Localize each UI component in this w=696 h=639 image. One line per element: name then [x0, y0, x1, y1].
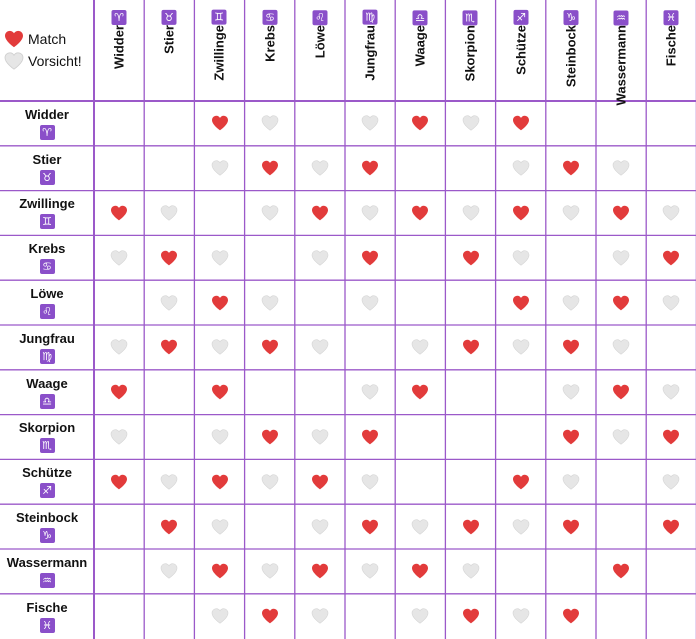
zodiac-sign-icon: ♉ — [162, 10, 177, 25]
match-heart-icon — [462, 608, 480, 624]
match-heart-icon — [612, 295, 630, 311]
column-label: Jungfrau — [362, 25, 378, 81]
caution-heart-icon — [211, 160, 229, 176]
match-heart-icon — [512, 295, 530, 311]
caution-heart-icon — [361, 563, 379, 579]
column-label: Wassermann — [613, 25, 629, 106]
caution-heart-icon — [612, 250, 630, 266]
caution-heart-icon — [160, 205, 178, 221]
zodiac-sign-icon: ♎ — [413, 10, 428, 25]
match-heart-icon — [361, 429, 379, 445]
match-heart-icon — [562, 160, 580, 176]
column-header — [194, 0, 244, 100]
column-header — [94, 0, 144, 100]
row-header — [0, 370, 94, 415]
match-heart-icon — [411, 205, 429, 221]
caution-heart-icon — [160, 295, 178, 311]
caution-heart-icon — [562, 295, 580, 311]
zodiac-sign-icon: ♍ — [40, 349, 55, 364]
legend-caution — [4, 50, 82, 72]
match-heart-icon — [211, 563, 229, 579]
match-heart-icon — [662, 429, 680, 445]
column-label: Skorpion — [462, 25, 478, 82]
caution-heart-icon — [110, 339, 128, 355]
row-header — [0, 415, 94, 460]
zodiac-sign-icon: ♈ — [112, 10, 127, 25]
match-heart-icon — [562, 519, 580, 535]
caution-heart-icon — [411, 339, 429, 355]
caution-heart-icon — [261, 474, 279, 490]
match-heart-icon — [361, 519, 379, 535]
caution-heart-icon — [662, 384, 680, 400]
column-label: Zwillinge — [211, 25, 227, 81]
caution-heart-icon — [662, 295, 680, 311]
zodiac-sign-icon: ♋ — [40, 259, 55, 274]
caution-heart-icon — [462, 115, 480, 131]
match-heart-icon — [211, 384, 229, 400]
row-label: Steinbock — [15, 510, 79, 526]
legend — [4, 28, 82, 72]
column-header-content — [162, 6, 177, 54]
match-heart-icon — [462, 250, 480, 266]
match-heart-icon — [662, 250, 680, 266]
match-heart-icon — [411, 384, 429, 400]
match-heart-icon — [110, 384, 128, 400]
caution-heart-icon — [411, 519, 429, 535]
match-heart-icon — [160, 519, 178, 535]
match-heart-icon — [512, 115, 530, 131]
zodiac-sign-icon: ♌ — [312, 10, 327, 25]
row-label: Wassermann — [6, 554, 88, 570]
caution-heart-icon — [311, 250, 329, 266]
legend-caution-label: Vorsicht! — [28, 53, 82, 69]
zodiac-sign-icon: ♑ — [40, 528, 55, 543]
column-header-content — [413, 6, 428, 66]
match-heart-icon — [512, 205, 530, 221]
zodiac-sign-icon: ♎ — [40, 394, 55, 409]
column-header-content — [463, 6, 478, 81]
zodiac-sign-icon: ♏ — [40, 438, 55, 453]
caution-heart-icon — [462, 205, 480, 221]
caution-heart-icon — [361, 474, 379, 490]
match-heart-icon — [311, 563, 329, 579]
row-header — [0, 325, 94, 370]
column-label: Schütze — [513, 25, 529, 75]
row-label: Zwillinge — [19, 196, 75, 212]
row-header — [0, 459, 94, 504]
row-header — [0, 146, 94, 191]
match-heart-icon — [462, 519, 480, 535]
match-heart-icon — [110, 474, 128, 490]
column-label: Stier — [161, 25, 177, 54]
row-label: Waage — [26, 375, 68, 391]
caution-heart-icon — [512, 250, 530, 266]
caution-heart-icon — [512, 160, 530, 176]
row-header — [0, 235, 94, 280]
caution-heart-icon — [612, 160, 630, 176]
caution-heart-icon — [512, 608, 530, 624]
match-heart-icon — [261, 429, 279, 445]
caution-heart-icon — [361, 384, 379, 400]
column-header — [596, 0, 646, 106]
match-heart-icon — [411, 563, 429, 579]
zodiac-sign-icon: ♈ — [40, 125, 55, 140]
zodiac-sign-icon: ♌ — [40, 304, 55, 319]
match-heart-icon — [562, 429, 580, 445]
match-heart-icon — [612, 384, 630, 400]
column-header — [546, 0, 596, 100]
column-header — [496, 0, 546, 100]
caution-heart-icon — [211, 608, 229, 624]
row-header — [0, 504, 94, 549]
match-heart-icon — [211, 474, 229, 490]
column-header — [295, 0, 345, 100]
zodiac-sign-icon: ♒ — [40, 573, 55, 588]
caution-heart-icon — [160, 474, 178, 490]
match-heart-icon — [110, 205, 128, 221]
match-heart-icon — [662, 519, 680, 535]
match-heart-icon — [160, 339, 178, 355]
row-header — [0, 280, 94, 325]
match-heart-icon — [562, 339, 580, 355]
column-label: Löwe — [312, 25, 328, 59]
zodiac-sign-icon: ♊ — [40, 214, 55, 229]
caution-heart-icon — [311, 339, 329, 355]
caution-heart-icon — [311, 608, 329, 624]
column-header — [345, 0, 395, 100]
row-label: Schütze — [22, 465, 72, 481]
caution-heart-icon — [110, 250, 128, 266]
caution-heart-icon — [512, 519, 530, 535]
caution-heart-icon — [662, 474, 680, 490]
caution-heart-icon — [261, 295, 279, 311]
caution-heart-icon — [211, 250, 229, 266]
zodiac-sign-icon: ♋ — [262, 10, 277, 25]
column-label: Widder — [111, 25, 127, 69]
caution-heart-icon — [612, 339, 630, 355]
match-heart-icon — [160, 250, 178, 266]
caution-heart-icon — [261, 115, 279, 131]
column-header-content — [112, 6, 127, 69]
caution-heart-icon — [462, 563, 480, 579]
zodiac-sign-icon: ♍ — [363, 10, 378, 25]
column-header-content — [212, 6, 227, 81]
caution-heart-icon — [411, 608, 429, 624]
row-label: Löwe — [30, 286, 64, 302]
match-heart-icon — [261, 160, 279, 176]
zodiac-sign-icon: ♉ — [40, 170, 55, 185]
red-heart-icon — [4, 30, 24, 48]
zodiac-sign-icon: ♊ — [212, 10, 227, 25]
row-label: Fische — [26, 599, 68, 615]
match-heart-icon — [361, 160, 379, 176]
column-header — [395, 0, 445, 100]
caution-heart-icon — [261, 205, 279, 221]
row-label: Krebs — [28, 241, 66, 257]
column-header-content — [614, 6, 629, 105]
zodiac-sign-icon: ♐ — [40, 483, 55, 498]
caution-heart-icon — [110, 429, 128, 445]
match-heart-icon — [211, 115, 229, 131]
caution-heart-icon — [361, 115, 379, 131]
match-heart-icon — [612, 205, 630, 221]
zodiac-sign-icon: ♒ — [614, 10, 629, 25]
caution-heart-icon — [361, 205, 379, 221]
legend-match — [4, 28, 82, 50]
zodiac-sign-icon: ♑ — [563, 10, 578, 25]
legend-match-label: Match — [28, 31, 67, 47]
column-header-content — [513, 6, 528, 75]
zodiac-sign-icon: ♐ — [513, 10, 528, 25]
caution-heart-icon — [311, 429, 329, 445]
caution-heart-icon — [211, 339, 229, 355]
match-heart-icon — [311, 474, 329, 490]
match-heart-icon — [311, 205, 329, 221]
caution-heart-icon — [562, 205, 580, 221]
column-label: Krebs — [262, 25, 278, 62]
column-header-content — [312, 6, 327, 58]
caution-heart-icon — [612, 429, 630, 445]
match-heart-icon — [261, 608, 279, 624]
caution-heart-icon — [311, 519, 329, 535]
row-header — [0, 191, 94, 236]
column-label: Waage — [412, 25, 428, 67]
row-label: Jungfrau — [19, 330, 75, 346]
match-heart-icon — [211, 295, 229, 311]
caution-heart-icon — [160, 563, 178, 579]
caution-heart-icon — [662, 205, 680, 221]
column-header — [144, 0, 194, 100]
zodiac-sign-icon: ♓ — [40, 618, 55, 633]
column-header-content — [363, 6, 378, 81]
caution-heart-icon — [211, 429, 229, 445]
row-header — [0, 101, 94, 146]
row-header — [0, 549, 94, 594]
zodiac-sign-icon: ♏ — [463, 10, 478, 25]
column-header — [646, 0, 696, 100]
column-label: Fische — [663, 25, 679, 67]
match-heart-icon — [612, 563, 630, 579]
column-header — [445, 0, 495, 100]
match-heart-icon — [261, 339, 279, 355]
column-label: Steinbock — [563, 25, 579, 88]
caution-heart-icon — [211, 519, 229, 535]
caution-heart-icon — [512, 339, 530, 355]
row-label: Widder — [25, 106, 69, 122]
match-heart-icon — [361, 250, 379, 266]
caution-heart-icon — [361, 295, 379, 311]
column-header — [245, 0, 295, 100]
row-label: Stier — [32, 151, 62, 167]
caution-heart-icon — [311, 160, 329, 176]
match-heart-icon — [411, 115, 429, 131]
match-heart-icon — [512, 474, 530, 490]
column-header-content — [664, 6, 679, 66]
match-heart-icon — [462, 339, 480, 355]
caution-heart-icon — [261, 563, 279, 579]
row-label: Skorpion — [18, 420, 76, 436]
column-header-content — [262, 6, 277, 62]
caution-heart-icon — [562, 384, 580, 400]
caution-heart-icon — [562, 474, 580, 490]
zodiac-sign-icon: ♓ — [664, 10, 679, 25]
column-header-content — [563, 6, 578, 87]
row-header — [0, 594, 94, 639]
white-heart-icon — [4, 52, 24, 70]
match-heart-icon — [562, 608, 580, 624]
